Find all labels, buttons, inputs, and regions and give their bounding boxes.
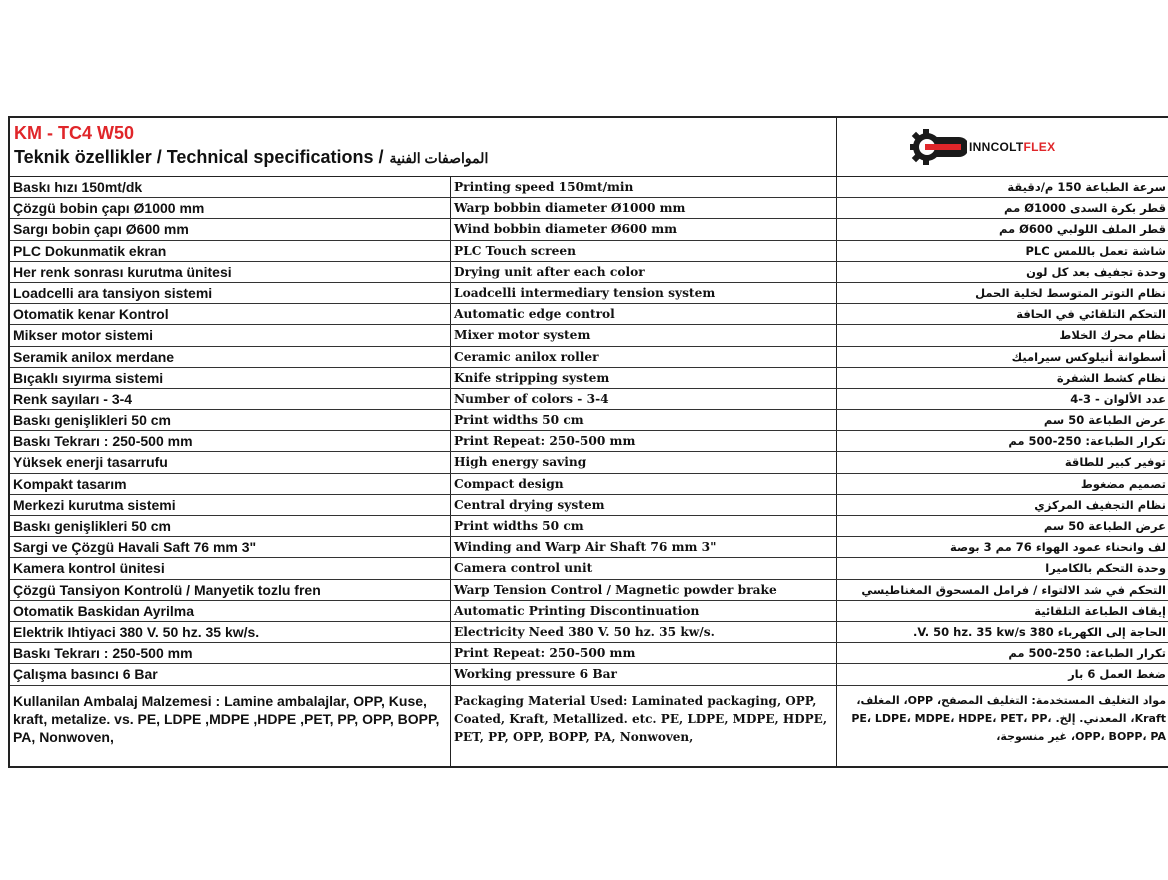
spec-sheet xyxy=(8,116,1168,768)
cell-english: Warp bobbin diameter Ø1000 mm xyxy=(451,198,837,218)
cell-arabic: التحكم التلقائي في الحافة xyxy=(1016,307,1166,322)
table-row xyxy=(10,262,1168,283)
table-row xyxy=(10,177,1168,198)
table-row xyxy=(10,537,1168,558)
cell-english: Printing speed 150mt/min xyxy=(451,177,837,197)
cell-turkish: Loadcelli ara tansiyon sistemi xyxy=(10,283,451,303)
logo-text: INNCOLTFLEX xyxy=(969,140,1056,154)
cell-arabic: نظام محرك الخلاط xyxy=(1059,328,1166,343)
cell-arabic: إيقاف الطباعة التلقائية xyxy=(1034,603,1166,618)
table-row xyxy=(10,431,1168,452)
cell-turkish: Baskı genişlikleri 50 cm xyxy=(10,516,451,536)
table-row xyxy=(10,516,1168,537)
cell-english: Drying unit after each color xyxy=(451,262,837,282)
cell-english: Automatic Printing Discontinuation xyxy=(451,601,837,621)
cell-turkish: Bıçaklı sıyırma sistemi xyxy=(10,368,451,388)
cell-turkish: Baskı Tekrarı : 250-500 mm xyxy=(10,643,451,663)
table-row xyxy=(10,198,1168,219)
cell-arabic: نظام كشط الشفرة xyxy=(1056,370,1166,385)
cell-english: High energy saving xyxy=(451,452,837,472)
cell-turkish: PLC Dokunmatik ekran xyxy=(10,241,451,261)
cell-english: Camera control unit xyxy=(451,558,837,578)
cell-arabic: مواد التغليف المستخدمة: التغليف المصفح، OPP، المغلف، Kraft، المعدني. إلخ. PE، LDPE، MDPE، HDPE، PET، PP، OPP، BOPP، PA، غير منسوجة، xyxy=(851,693,1166,743)
subtitle xyxy=(14,144,836,171)
table-row xyxy=(10,558,1168,579)
table-row xyxy=(10,643,1168,664)
cell-turkish: Sargı bobin çapı Ø600 mm xyxy=(10,219,451,239)
cell-arabic: قطر بكرة السدى Ø1000 مم xyxy=(1004,201,1166,216)
cell-turkish: Otomatik kenar Kontrol xyxy=(10,304,451,324)
cell-english: Number of colors - 3-4 xyxy=(451,389,837,409)
cell-arabic: تكرار الطباعة: 250-500 مم xyxy=(1008,434,1166,449)
cell-turkish: Çözgü Tansiyon Kontrolü / Manyetik tozlu fren xyxy=(10,580,451,600)
table-row xyxy=(10,410,1168,431)
table-row xyxy=(10,622,1168,643)
spec-table xyxy=(10,177,1168,686)
table-row xyxy=(10,495,1168,516)
table-row xyxy=(10,601,1168,622)
cell-turkish: Çalışma basıncı 6 Bar xyxy=(10,664,451,684)
cell-english: Winding and Warp Air Shaft 76 mm 3" xyxy=(451,537,837,557)
table-row xyxy=(10,304,1168,325)
cell-english: Mixer motor system xyxy=(451,325,837,345)
cell-turkish: Çözgü bobin çapı Ø1000 mm xyxy=(10,198,451,218)
cell-turkish: Mikser motor sistemi xyxy=(10,325,451,345)
cell-english: Knife stripping system xyxy=(451,368,837,388)
cell-turkish: Baskı hızı 150mt/dk xyxy=(10,177,451,197)
table-row xyxy=(10,474,1168,495)
table-row xyxy=(10,664,1168,685)
cell-arabic: نظام التجفيف المركزي xyxy=(1034,497,1166,512)
cell-english: Working pressure 6 Bar xyxy=(451,664,837,684)
cell-turkish: Seramik anilox merdane xyxy=(10,347,451,367)
table-row xyxy=(10,452,1168,473)
cell-english: Print Repeat: 250-500 mm xyxy=(451,643,837,663)
cell-arabic: وحدة تجفيف بعد كل لون xyxy=(1026,264,1166,279)
cell-turkish: Kompakt tasarım xyxy=(10,474,451,494)
table-row xyxy=(10,580,1168,601)
cell-english: Ceramic anilox roller xyxy=(451,347,837,367)
cell-arabic: تصميم مضغوط xyxy=(1080,476,1166,491)
cell-arabic: ضغط العمل 6 بار xyxy=(1068,667,1166,682)
cell-turkish: Kullanilan Ambalaj Malzemesi : Lamine ambalajlar, OPP, Kuse, kraft, metalize. vs. PE, LDPE ,MDPE ,HDPE ,PET, PP, OPP, BOPP, PA, Nonwoven, xyxy=(10,686,451,766)
cell-english: PLC Touch screen xyxy=(451,241,837,261)
cell-arabic: عرض الطباعة 50 سم xyxy=(1043,413,1166,428)
cell-turkish: Baskı genişlikleri 50 cm xyxy=(10,410,451,430)
header-row xyxy=(10,118,1168,177)
subtitle-text: Teknik özellikler / Technical specifications / xyxy=(14,147,384,167)
cell-arabic: تكرار الطباعة: 250-500 مم xyxy=(1008,646,1166,661)
cell-turkish: Otomatik Baskidan Ayrilma xyxy=(10,601,451,621)
table-row xyxy=(10,389,1168,410)
cell-english: Wind bobbin diameter Ø600 mm xyxy=(451,219,837,239)
cell-turkish: Yüksek enerji tasarrufu xyxy=(10,452,451,472)
cell-turkish: Baskı Tekrarı : 250-500 mm xyxy=(10,431,451,451)
cell-arabic: عرض الطباعة 50 سم xyxy=(1043,519,1166,533)
cell-turkish: Sargi ve Çözgü Havali Saft 76 mm 3" xyxy=(10,537,451,557)
table-row xyxy=(10,219,1168,240)
table-row xyxy=(10,325,1168,346)
company-logo xyxy=(909,128,1055,166)
cell-arabic: وحدة التحكم بالكاميرا xyxy=(1045,561,1166,576)
cell-arabic: الحاجة إلى الكهرباء 380 V. 50 hz. 35 kw/s. xyxy=(912,624,1166,639)
cell-arabic: شاشة تعمل باللمس PLC xyxy=(1025,243,1166,258)
logo-cell xyxy=(837,118,1168,176)
cell-arabic: التحكم في شد الالتواء / فرامل المسحوق المغناطيسي xyxy=(861,582,1166,597)
gear-icon xyxy=(909,128,967,166)
cell-english: Loadcelli intermediary tension system xyxy=(451,283,837,303)
cell-turkish: Renk sayıları - 3-4 xyxy=(10,389,451,409)
cell-arabic: أسطوانة أنيلوكس سيراميك xyxy=(1011,349,1166,364)
cell-english: Central drying system xyxy=(451,495,837,515)
table-row-packaging xyxy=(10,686,1168,766)
cell-english: Compact design xyxy=(451,474,837,494)
cell-turkish: Her renk sonrası kurutma ünitesi xyxy=(10,262,451,282)
cell-arabic: لف وانحناء عمود الهواء 76 مم 3 بوصة xyxy=(950,540,1166,555)
cell-english: Packaging Material Used: Laminated packaging, OPP, Coated, Kraft, Metallized. etc. PE, LDPE, MDPE, HDPE, PET, PP, OPP, BOPP, PA, Nonwoven, xyxy=(451,686,837,766)
cell-english: Electricity Need 380 V. 50 hz. 35 kw/s. xyxy=(451,622,837,642)
model-title: KM - TC4 W50 xyxy=(14,123,135,143)
cell-arabic: قطر الملف اللولبي Ø600 مم xyxy=(998,222,1166,237)
table-row xyxy=(10,368,1168,389)
cell-english: Print widths 50 cm xyxy=(451,410,837,430)
cell-turkish: Merkezi kurutma sistemi xyxy=(10,495,451,515)
subtitle-arabic: المواصفات الفنية xyxy=(389,150,489,166)
cell-turkish: Kamera kontrol ünitesi xyxy=(10,558,451,578)
cell-english: Warp Tension Control / Magnetic powder brake xyxy=(451,580,837,600)
cell-english: Print widths 50 cm xyxy=(451,516,837,536)
cell-arabic: سرعة الطباعة 150 م/دقيقة xyxy=(1007,180,1166,194)
table-row xyxy=(10,283,1168,304)
table-row xyxy=(10,347,1168,368)
cell-english: Print Repeat: 250-500 mm xyxy=(451,431,837,451)
header-title-cell xyxy=(10,118,837,176)
table-row xyxy=(10,241,1168,262)
cell-arabic: نظام التوتر المتوسط لخلية الحمل xyxy=(975,285,1166,300)
cell-turkish: Elektrik Ihtiyaci 380 V. 50 hz. 35 kw/s. xyxy=(10,622,451,642)
cell-english: Automatic edge control xyxy=(451,304,837,324)
cell-arabic: توفير كبير للطاقة xyxy=(1064,455,1166,470)
cell-arabic: عدد الألوان - 3-4 xyxy=(1070,391,1166,406)
